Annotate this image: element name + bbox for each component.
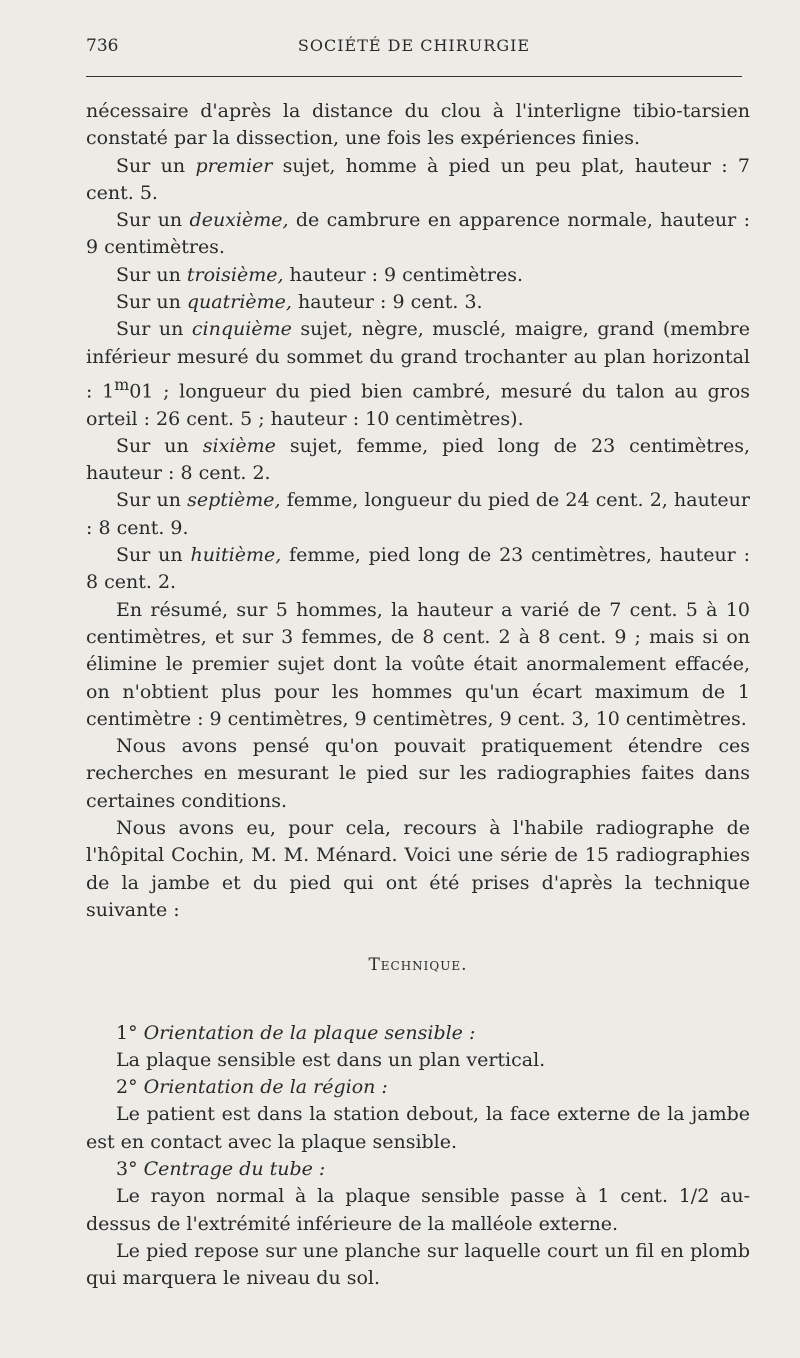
paragraph: Nous avons eu, pour cela, recours à l'habile radiographe de l'hôpital Cochin, M. M. Ménard. Voici une série de 15 radiographies de la jambe et du pied qui ont été prises d'après la technique suivante : [86,817,750,921]
step-title: 1° Orientation de la plaque sensible : [116,1021,476,1044]
step-title: 3° Centrage du tube : [116,1158,326,1181]
paragraph: Sur un huitième, femme, pied long de 23 centimètres, hauteur : 8 cent. 2. [86,544,751,594]
step-title: 2° Orientation de la région : [116,1076,388,1099]
body-text [86,98,750,1293]
paragraph: Le patient est dans la station debout, la face externe de la jambe est en contact avec la plaque sensible. [86,1103,750,1153]
paragraph: Sur un deuxième, de cambrure en apparence normale, hauteur : 9 centimètres. [86,209,750,259]
paragraph: Sur un quatrième, hauteur : 9 cent. 3. [116,291,483,314]
header-rule [86,76,742,77]
paragraph: Sur un cinquième sujet, nègre, musclé, maigre, grand (membre inférieur mesuré du sommet du grand trochanter au plan horizontal : 1$^m$01 ; longueur du pied bien cambré, mesuré du talon au gros orteil : 26 cent. 5 ; hauteur : 10 centimètres). [86,318,751,430]
paragraph: Sur un premier sujet, homme à pied un peu plat, hauteur : 7 cent. 5. [86,154,751,204]
paragraph: Sur un septième, femme, longueur du pied de 24 cent. 2, hauteur : 8 cent. 9. [86,489,750,539]
paragraph: En résumé, sur 5 hommes, la hauteur a varié de 7 cent. 5 à 10 centimètres, et sur 3 femmes, de 8 cent. 2 à 8 cent. 9 ; mais si on élimine le premier sujet dont la voûte était anormalement effacée, on n'obtient plus pour les hommes qu'un écart maximum de 1 centimètre : 9 centimètres, 9 centimètres, 9 cent. 3, 10 centimètres. [86,598,750,730]
paragraph: Le rayon normal à la plaque sensible passe à 1 cent. 1/2 au-dessus de l'extrémité inférieure de la malléole externe. [86,1185,750,1235]
paragraph: Sur un troisième, hauteur : 9 centimètres. [116,263,523,286]
page-number: 736 [86,36,119,56]
paragraph: Nous avons pensé qu'on pouvait pratiquement étendre ces recherches en mesurant le pied sur les radiographies faites dans certaines conditions. [86,735,750,812]
paragraph: La plaque sensible est dans un plan vertical. [116,1048,546,1071]
running-title: SOCIÉTÉ DE CHIRURGIE [297,36,531,55]
running-head [86,36,742,62]
section-heading: Technique. [368,955,468,976]
paragraph: Le pied repose sur une planche sur laquelle court un fil en plomb qui marquera le niveau du sol. [86,1239,750,1290]
paragraph: Sur un sixième sujet, femme, pied long de 23 centimètres, hauteur : 8 cent. 2. [86,434,750,485]
paragraph: nécessaire d'après la distance du clou à l'interligne tibio-tarsien constaté par la dissection, une fois les expériences finies. [86,100,750,150]
